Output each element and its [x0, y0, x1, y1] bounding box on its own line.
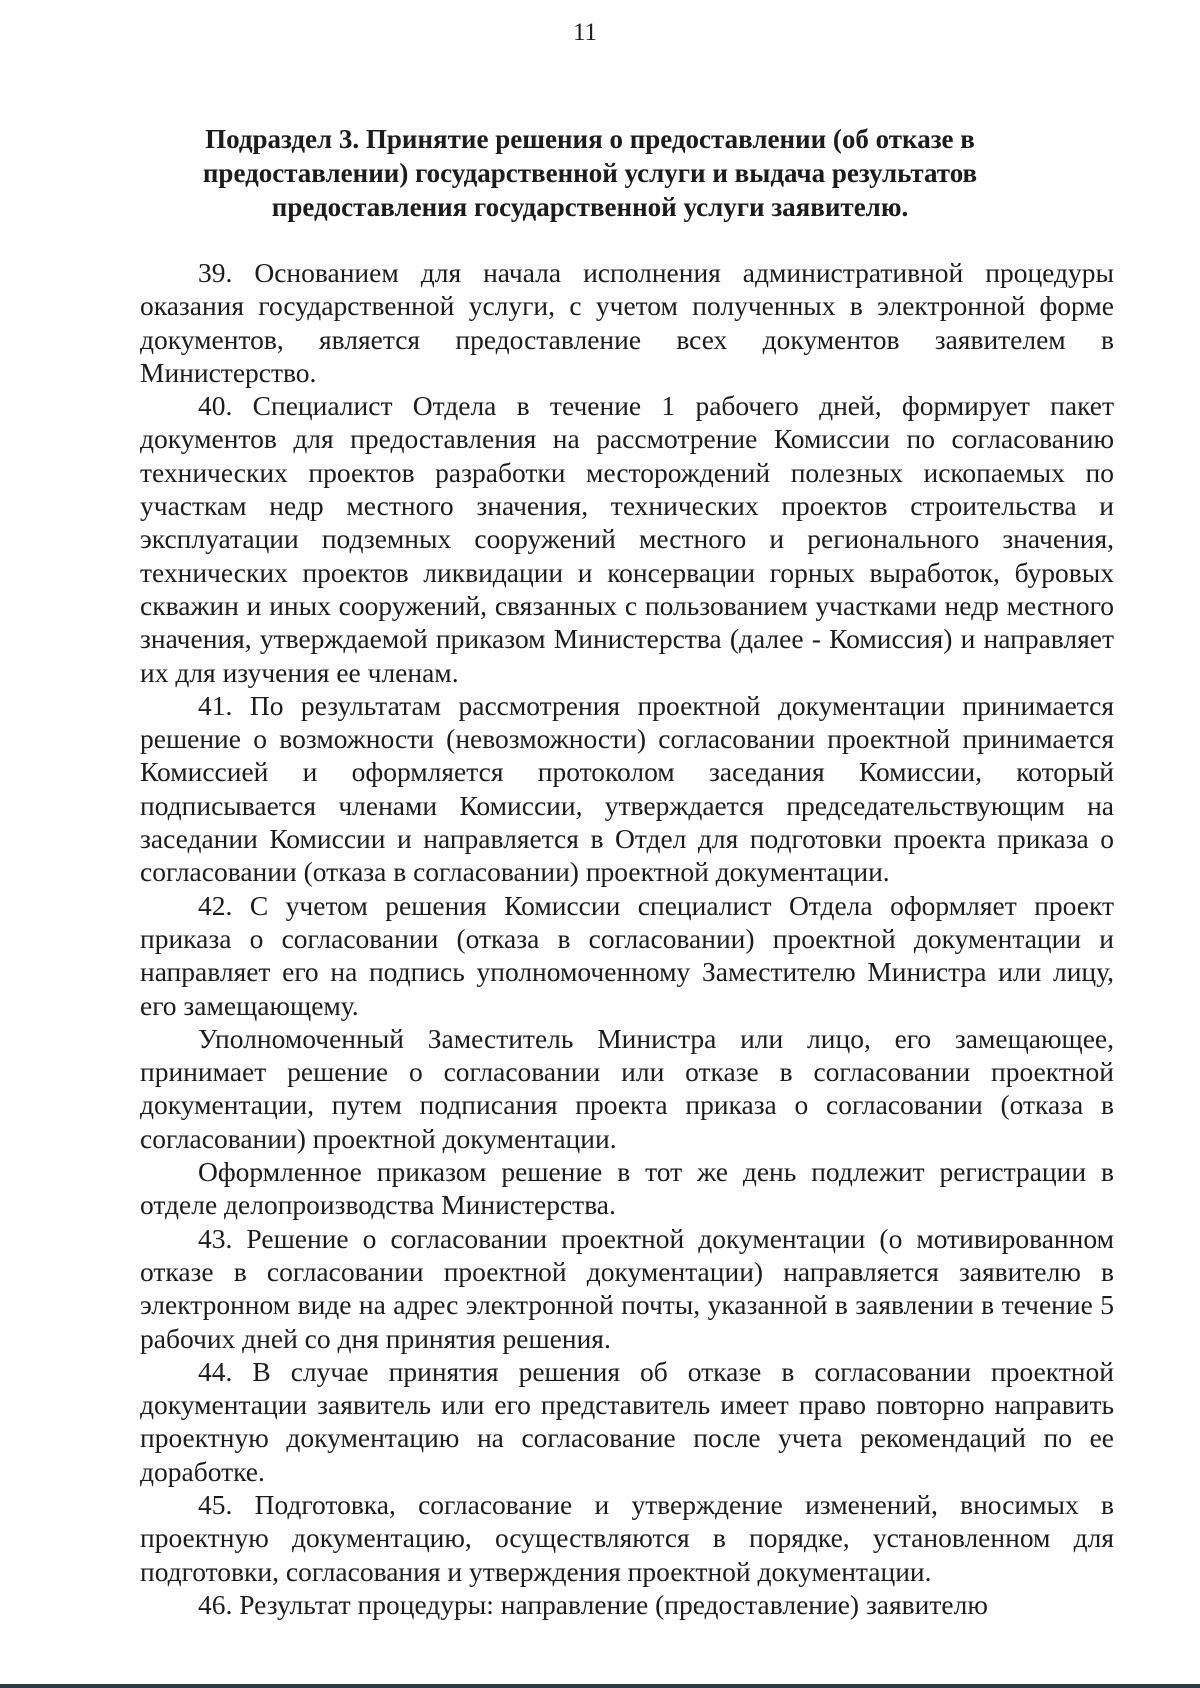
document-body: [140, 256, 1114, 1621]
scan-edge: [0, 1684, 1200, 1688]
paragraph-44: 44. В случае принятия решения об отказе в согласовании проектной документации заявитель или его представитель имеет право повторно направить проектную документацию на согласование после учета рекомендаций по ее доработке.: [140, 1355, 1114, 1487]
paragraph-42: 42. С учетом решения Комиссии специалист Отдела оформляет проект приказа о согласовании (отказа в согласовании) проектной документации и направляет его на подпись уполномоченному Заместителю Министра или лицу, его замещающему.: [140, 889, 1114, 1021]
paragraph-43: 43. Решение о согласовании проектной документации (о мотивированном отказе в согласовании проектной документации) направляется заявителю в электронном виде на адрес электронной почты, указанной в заявлении в течение 5 рабочих дней со дня принятия решения.: [140, 1222, 1114, 1354]
paragraph-42-deputy-minister: Уполномоченный Заместитель Министра или лицо, его замещающее, принимает решение о согласовании или отказе в согласовании проектной документации, путем подписания проекта приказа о согласовании (отказа в согласовании) проектной документации.: [140, 1022, 1114, 1154]
paragraph-41: 41. По результатам рассмотрения проектной документации принимается решение о возможности (невозможности) согласовании проектной принимается Комиссией и оформляется протоколом заседания Комиссии, который подписывается членами Комиссии, утверждается председательствующим на заседании Комиссии и направляется в Отдел для подготовки проекта приказа о согласовании (отказа в согласовании) проектной документации.: [140, 689, 1114, 888]
paragraph-39: 39. Основанием для начала исполнения административной процедуры оказания государственной услуги, с учетом полученных в электронной форме документов, является предоставление всех документов заявителем в Министерство.: [140, 257, 1114, 388]
paragraph-46: 46. Результат процедуры: направление (предоставление) заявителю: [198, 1588, 988, 1620]
section-title: Подраздел 3. Принятие решения о предоставлении (об отказе в предоставлении) государственной услуги и выдача результатов предоставления государственной услуги заявителю.: [202, 124, 978, 222]
paragraph-42-registration: Оформленное приказом решение в тот же день подлежит регистрации в отделе делопроизводства Министерства.: [140, 1156, 1114, 1221]
paragraph-45: 45. Подготовка, согласование и утверждение изменений, вносимых в проектную документацию, осуществляются в порядке, установленном для подготовки, согласования и утверждения проектной документации.: [140, 1488, 1114, 1587]
paragraph-40: 40. Специалист Отдела в течение 1 рабочего дней, формирует пакет документов для предоставления на рассмотрение Комиссии по согласованию технических проектов разработки месторождений полезных ископаемых по участкам недр местного значения, технических проектов строительства и эксплуатации подземных сооружений местного и регионального значения, технических проектов ликвидации и консервации горных выработок, буровых скважин и иных сооружений, связанных с пользованием участками недр местного значения, утверждаемой приказом Министерства (далее - Комиссия) и направляет их для изучения ее членам.: [140, 390, 1114, 688]
page-number: 11: [572, 19, 598, 46]
